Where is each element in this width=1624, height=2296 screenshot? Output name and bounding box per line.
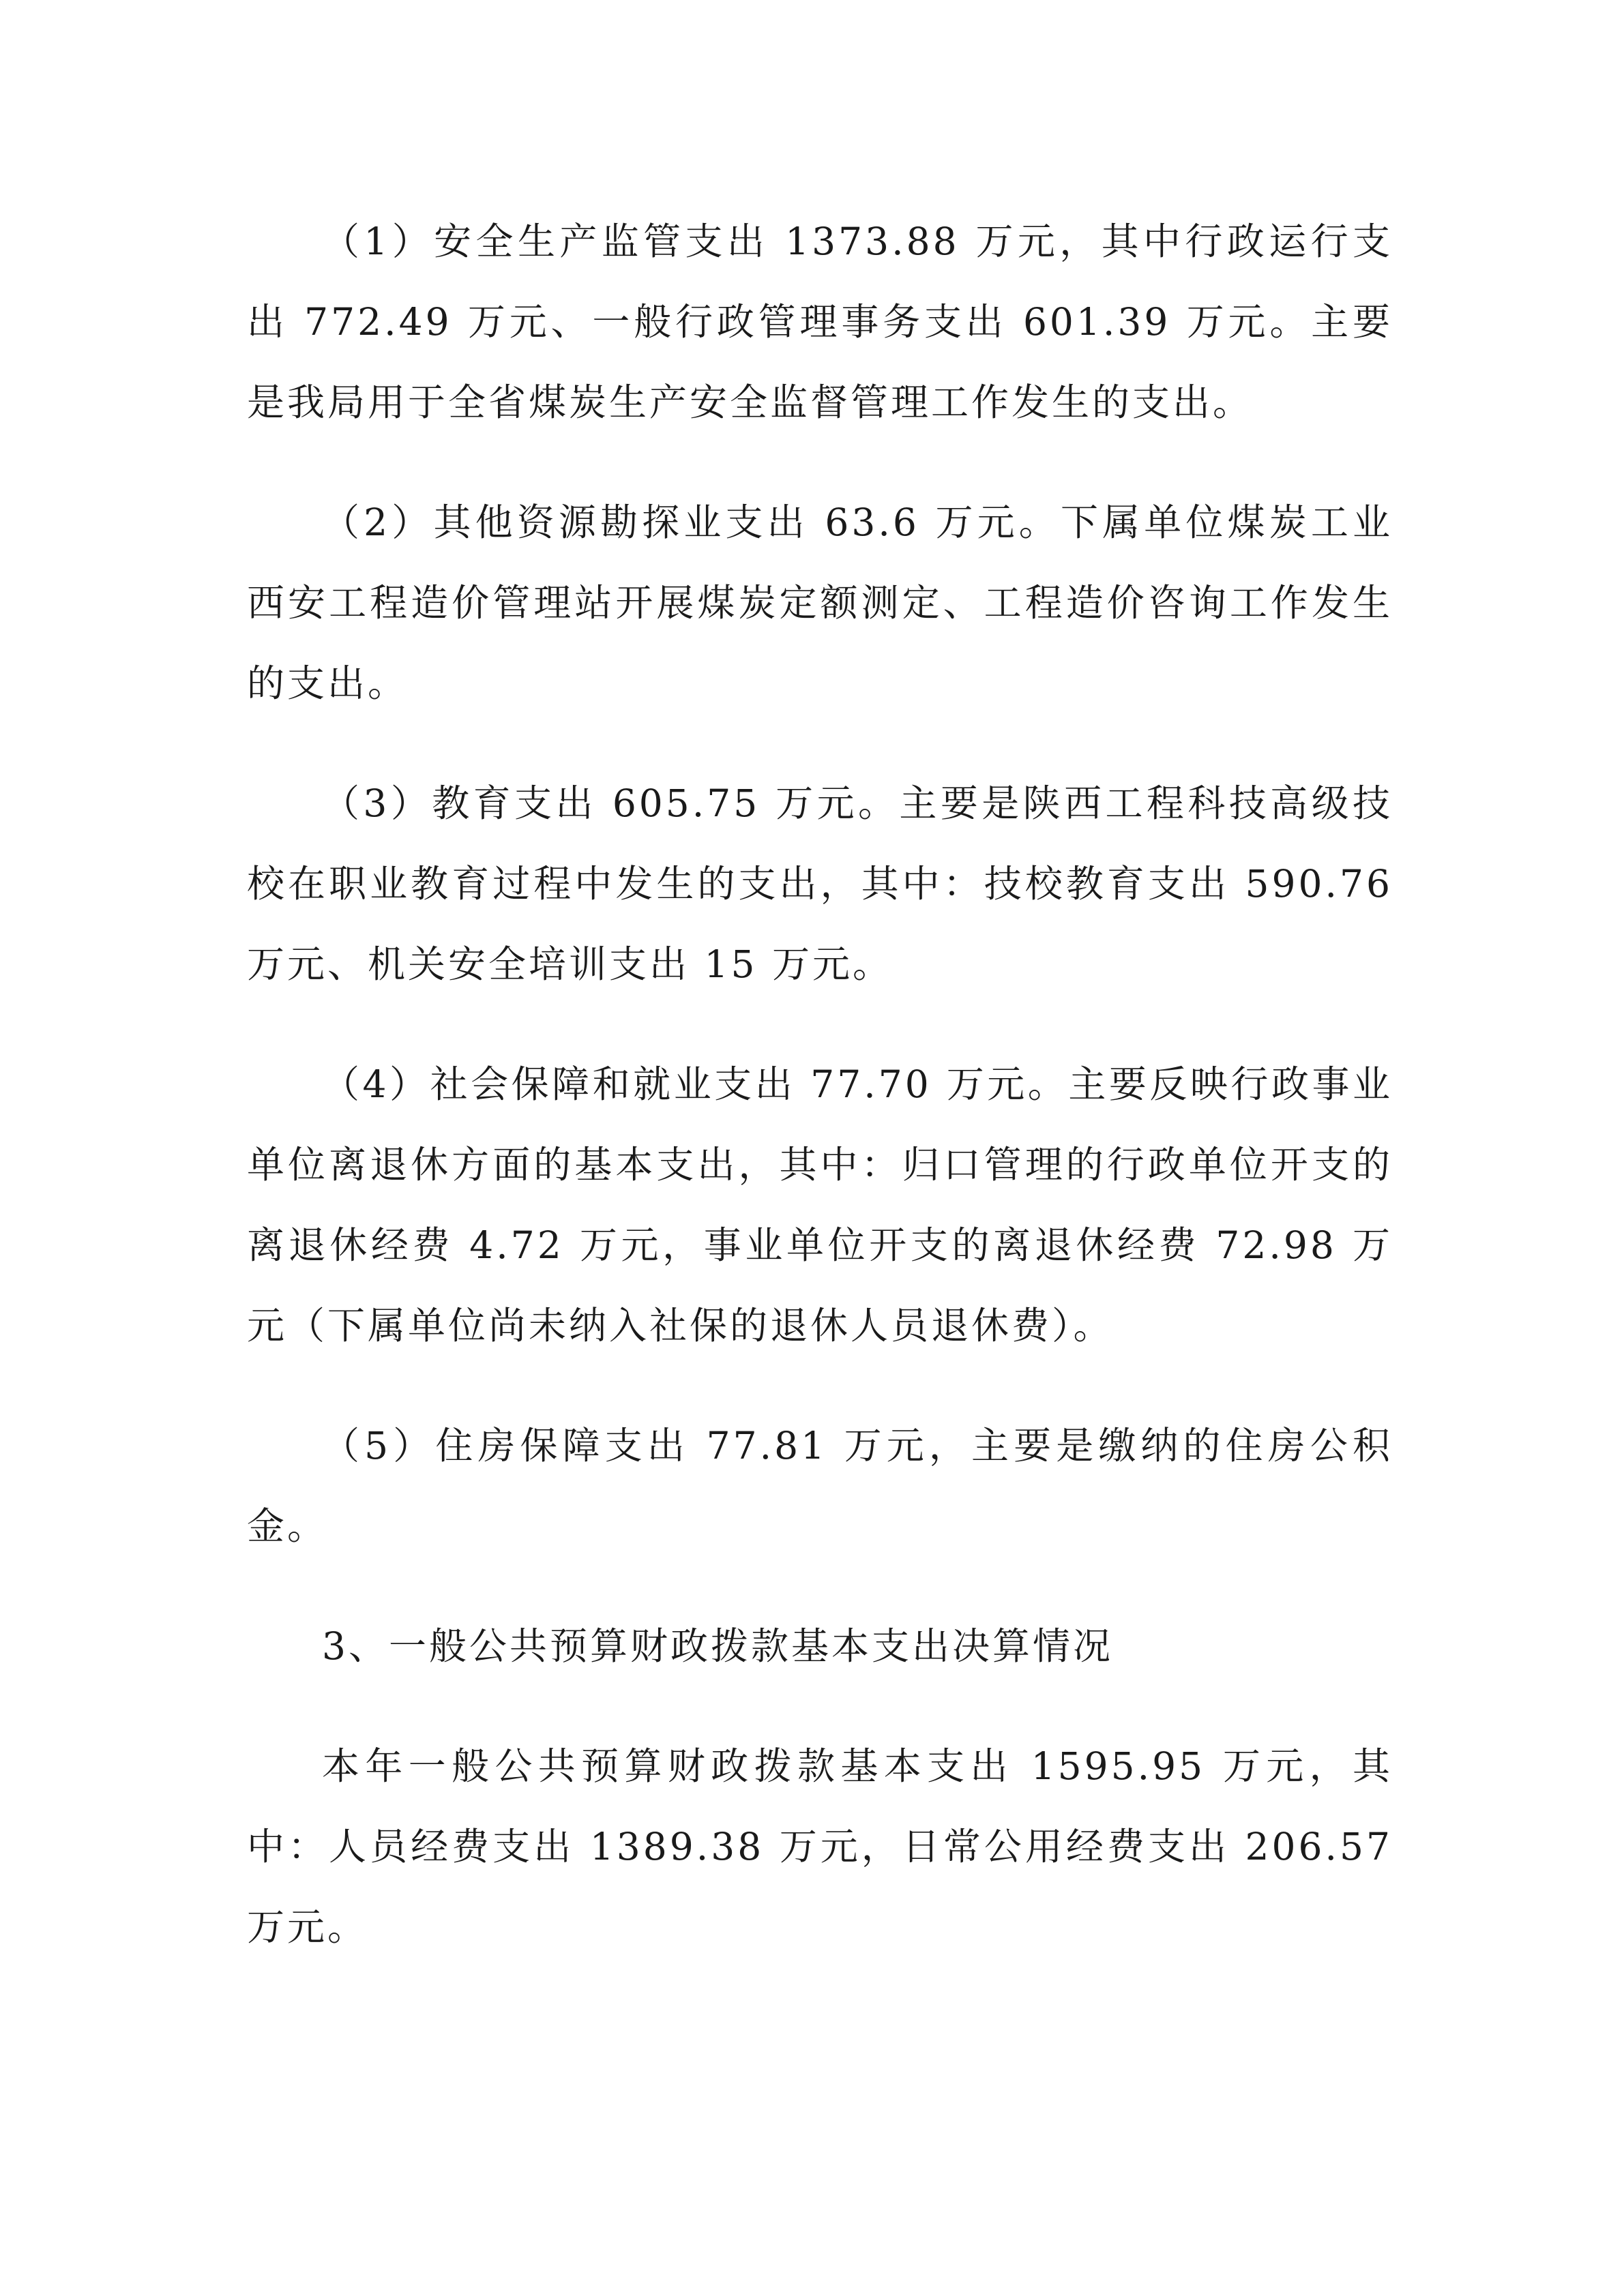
paragraph-resource-exploration-expense: （2）其他资源勘探业支出 63.6 万元。下属单位煤炭工业西安工程造价管理站开展煤炭定额测定、工程造价咨询工作发生的支出。 — [247, 501, 1393, 705]
section-heading-basic-expenditure: 3、一般公共预算财政拨款基本支出决算情况 — [322, 1624, 1113, 1668]
document-body — [247, 201, 1393, 2007]
paragraph-safety-supervision-expense: （1）安全生产监管支出 1373.88 万元，其中行政运行支出 772.49 万元、一般行政管理事务支出 601.39 万元。主要是我局用于全省煤炭生产安全监督管理工作发生的支出。 — [247, 220, 1393, 424]
paragraph-basic-expenditure-summary: 本年一般公共预算财政拨款基本支出 1595.95 万元，其中：人员经费支出 1389.38 万元，日常公用经费支出 206.57 万元。 — [247, 1744, 1393, 1949]
paragraph-education-expense: （3）教育支出 605.75 万元。主要是陕西工程科技高级技校在职业教育过程中发生的支出，其中：技校教育支出 590.76 万元、机关安全培训支出 15 万元。 — [247, 781, 1393, 986]
paragraph-social-security-expense: （4）社会保障和就业支出 77.70 万元。主要反映行政事业单位离退休方面的基本支出，其中：归口管理的行政单位开支的离退休经费 4.72 万元，事业单位开支的离退休经费 72.98 万元（下属单位尚未纳入社保的退休人员退休费）。 — [247, 1062, 1393, 1347]
paragraph-housing-expense: （5）住房保障支出 77.81 万元，主要是缴纳的住房公积金。 — [247, 1424, 1393, 1548]
